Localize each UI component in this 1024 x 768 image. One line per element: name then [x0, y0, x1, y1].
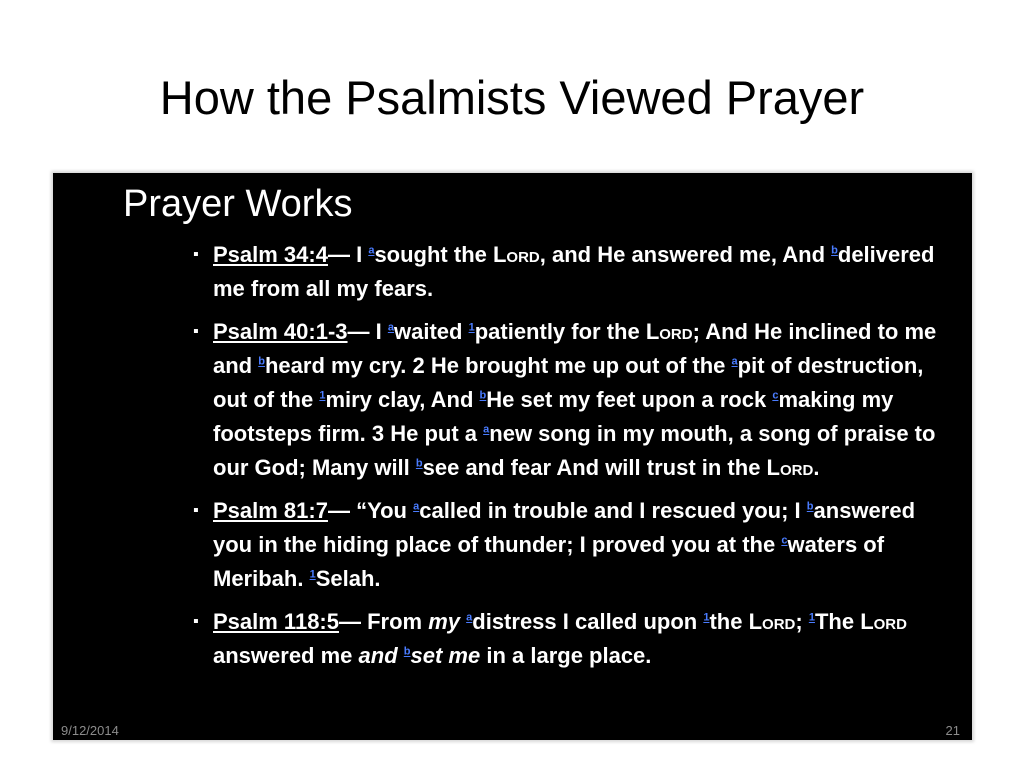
- verse-text: — I: [327, 242, 369, 267]
- verse-text: .: [813, 455, 820, 480]
- slide-number: 21: [945, 723, 960, 738]
- verse-text: — From: [338, 609, 429, 634]
- verse-text: sought the: [374, 242, 493, 267]
- verse-text: new song in my mouth, a song of praise to our God; Many will: [213, 421, 936, 480]
- verse-psalm-40-1-3: [193, 315, 953, 485]
- footnote-link[interactable]: 1: [703, 611, 710, 624]
- verse-text: see and fear And will trust in the: [422, 455, 767, 480]
- footnote-link[interactable]: a: [483, 423, 490, 436]
- verse-text-italic: my: [428, 609, 461, 634]
- footnote-link[interactable]: 1: [468, 321, 475, 334]
- verse-text-italic: and: [358, 643, 398, 668]
- footnote-link[interactable]: b: [479, 389, 487, 402]
- verse-list: [193, 238, 953, 682]
- verse-text: patiently for the: [474, 319, 646, 344]
- footnote-link[interactable]: 1: [319, 389, 326, 402]
- verse-text: the: [709, 609, 749, 634]
- verse-psalm-118-5: [193, 605, 953, 673]
- verse-text: making my footsteps firm. 3 He put a: [213, 387, 894, 446]
- slide-title: How the Psalmists Viewed Prayer: [159, 71, 865, 124]
- footnote-link[interactable]: c: [781, 534, 788, 547]
- verse-text: — “You: [327, 498, 414, 523]
- verse-text-lord: Lord: [645, 319, 693, 344]
- verse-text: The: [814, 609, 861, 634]
- footnote-link[interactable]: 1: [309, 568, 316, 581]
- verse-psalm-34-4: [193, 238, 953, 306]
- verse-text: Selah.: [315, 566, 381, 591]
- footnote-link[interactable]: b: [415, 457, 423, 470]
- footnote-link[interactable]: a: [387, 321, 394, 334]
- footnote-link[interactable]: a: [413, 500, 420, 513]
- verse-text: pit of destruction, out of the: [213, 353, 924, 412]
- footnote-link[interactable]: b: [806, 500, 814, 513]
- verse-reference-link[interactable]: Psalm 34:4: [213, 242, 328, 267]
- content-box: [53, 173, 972, 740]
- verse-text: waited: [394, 319, 469, 344]
- verse-text: He set my feet upon a rock: [486, 387, 773, 412]
- verse-text: in a large place.: [480, 643, 652, 668]
- footnote-link[interactable]: a: [466, 611, 473, 624]
- verse-psalm-81-7: [193, 494, 953, 596]
- verse-text: ; And He inclined to me and: [213, 319, 937, 378]
- verse-text: heard my cry. 2 He brought me up out of the: [264, 353, 732, 378]
- verse-text: called in trouble and I rescued you; I: [419, 498, 807, 523]
- verse-text: miry clay, And: [325, 387, 480, 412]
- verse-reference-link[interactable]: Psalm 40:1-3: [213, 319, 348, 344]
- verse-text: answered me: [213, 643, 359, 668]
- verse-reference-link[interactable]: Psalm 81:7: [213, 498, 328, 523]
- verse-text-italic: set me: [410, 643, 481, 668]
- verse-text: — I: [347, 319, 388, 344]
- verse-text-lord: Lord: [766, 455, 814, 480]
- verse-text-lord: Lord: [860, 609, 907, 634]
- verse-text-lord: Lord: [492, 242, 540, 267]
- verse-text: distress I called upon: [472, 609, 704, 634]
- footer-date: 9/12/2014: [61, 723, 119, 738]
- footnote-link[interactable]: 1: [808, 611, 815, 624]
- verse-text-lord: Lord: [748, 609, 796, 634]
- footnote-link[interactable]: a: [731, 355, 738, 368]
- verse-text: , and He answered me, And: [539, 242, 832, 267]
- verse-reference-link[interactable]: Psalm 118:5: [213, 609, 339, 634]
- section-heading: Prayer Works: [123, 183, 353, 225]
- verse-text: answered you in the hiding place of thunder; I proved you at the: [213, 498, 916, 557]
- footnote-link[interactable]: b: [403, 645, 411, 658]
- footnote-link[interactable]: a: [368, 244, 375, 257]
- footnote-link[interactable]: c: [772, 389, 779, 402]
- verse-text: waters of Meribah.: [213, 532, 885, 591]
- footnote-link[interactable]: b: [831, 244, 838, 257]
- verse-text: delivered me from all my fears.: [213, 242, 935, 301]
- verse-text: ;: [795, 609, 809, 634]
- footnote-link[interactable]: b: [258, 355, 265, 368]
